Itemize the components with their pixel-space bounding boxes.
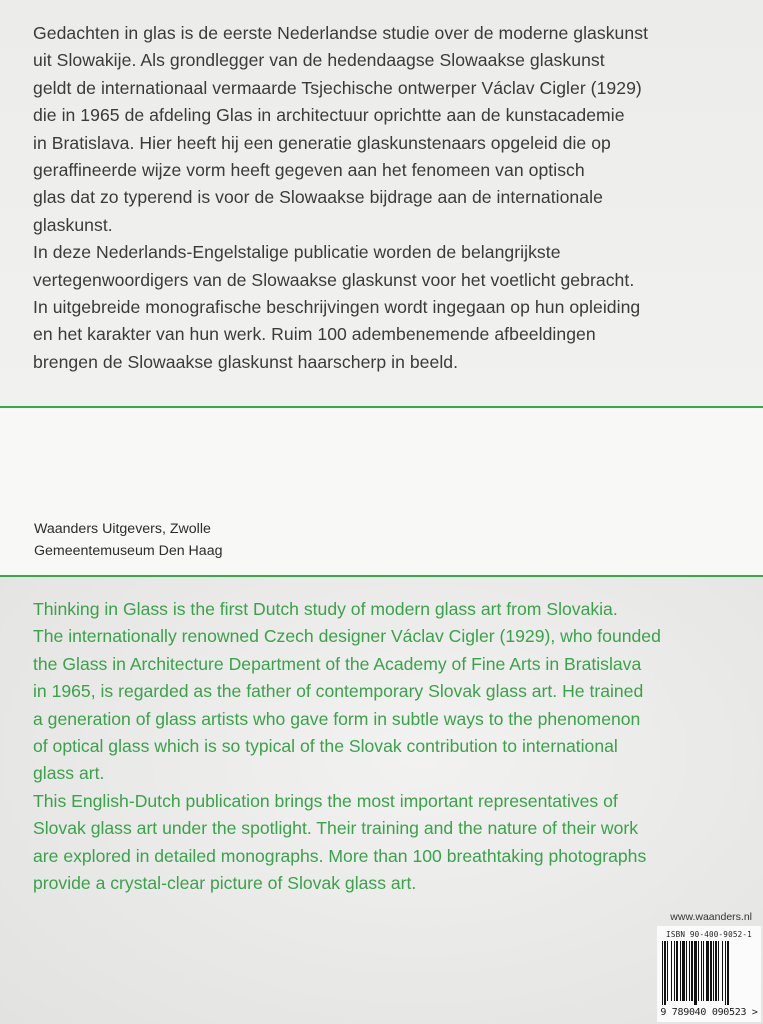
text-line: vertegenwoordigers van de Slowaakse glaskunst voor het voetlicht gebracht. [33, 269, 635, 290]
text-line: brengen de Slowaakse glaskunst haarscherp in beeld. [33, 351, 459, 372]
barcode-bar [664, 941, 666, 1005]
text-line: a generation of glass artists who gave form in subtle ways to the phenomenon [33, 708, 641, 729]
barcode-bar [701, 941, 702, 1001]
publisher-name: Waanders Uitgevers, Zwolle [34, 521, 211, 537]
barcode-bar [694, 941, 697, 1005]
text-line: In uitgebreide monografische beschrijvingen wordt ingegaan op hun opleiding [33, 297, 641, 318]
text-line: Slovak glass art under the spotlight. Their training and the nature of their work [33, 818, 639, 839]
text-line: glas dat zo typerend is voor de Slowaakse bijdrage aan de internationale [33, 187, 603, 208]
barcode-bar [686, 941, 687, 1001]
barcode-bar [698, 941, 699, 1001]
text-line: geldt de internationaal vermaarde Tsjechische ontwerper Václav Cigler (1929) [33, 77, 642, 98]
text-line: are explored in detailed monographs. More than 100 breathtaking photographs [33, 845, 647, 866]
barcode-bar [727, 941, 729, 1005]
barcode-bar [682, 941, 685, 1001]
text-line: die in 1965 de afdeling Glas in architectuur oprichtte aan de kunstacademie [33, 105, 625, 126]
ean-arrow: > [751, 1007, 758, 1018]
barcode-bar [703, 941, 704, 1001]
dutch-paragraph-1 [33, 20, 753, 239]
english-paragraph-2 [33, 788, 753, 898]
text-line: geraffineerde wijze vorm heeft gegeven aan het fenomeen van optisch [33, 160, 585, 181]
text-line: glass art. [33, 763, 105, 784]
isbn-number: ISBN 90-400-9052-1 [666, 930, 752, 939]
text-line: This English-Dutch publication brings the most important representatives of [33, 790, 618, 811]
publisher-website: www.waanders.nl [670, 911, 752, 923]
barcode-bar [718, 941, 719, 1001]
barcode-bar [674, 941, 675, 1001]
text-line: uit Slowakije. Als grondlegger van de hedendaagse Slowaakse glaskunst [33, 50, 605, 71]
publisher-credits [34, 518, 222, 562]
text-line: The internationally renowned Czech designer Václav Cigler (1929), who founded [33, 626, 661, 647]
text-line: in 1965, is regarded as the father of contemporary Slovak glass art. He trained [33, 681, 644, 702]
museum-name: Gemeentemuseum Den Haag [34, 543, 223, 559]
ean-digits: 9 789040 090523 [660, 1007, 747, 1018]
ean-number [657, 1007, 761, 1018]
text-line: glaskunst. [33, 214, 113, 235]
dutch-paragraph-2 [33, 239, 753, 376]
barcode-bar [722, 941, 723, 1001]
text-line: In deze Nederlands-Engelstalige publicatie worden de belangrijkste [33, 242, 561, 263]
text-line: in Bratislava. Hier heeft hij een generatie glaskunstenaars opgeleid die op [33, 132, 611, 153]
barcode-bar [691, 941, 693, 1001]
barcode-bar [715, 941, 717, 1001]
dutch-blurb [33, 20, 753, 376]
text-line: provide a crystal-clear picture of Slovak glass art. [33, 873, 417, 894]
barcode-bar [676, 941, 678, 1001]
text-line: the Glass in Architecture Department of the Academy of Fine Arts in Bratislava [33, 653, 642, 674]
barcode-bar [667, 941, 668, 1001]
barcode-bar [671, 941, 672, 1001]
barcode-bar [710, 941, 712, 1001]
text-line: en het karakter van hun werk. Ruim 100 adembenemende afbeeldingen [33, 324, 596, 345]
barcode-bar [725, 941, 726, 1005]
english-blurb [33, 596, 753, 897]
barcode-block [657, 926, 761, 1022]
barcode-bar [706, 941, 709, 1001]
barcode-icon [661, 941, 757, 1005]
barcode-bar [662, 941, 663, 1005]
barcode-bar [713, 941, 714, 1001]
text-line: Gedachten in glas is de eerste Nederlandse studie over de moderne glaskunst [33, 23, 649, 43]
text-line: of optical glass which is so typical of the Slovak contribution to international [33, 736, 618, 757]
text-line: Thinking in Glass is the first Dutch study of modern glass art from Slovakia. [33, 599, 618, 619]
barcode-bar [680, 941, 681, 1001]
english-paragraph-1 [33, 596, 753, 788]
barcode-bar [689, 941, 690, 1001]
